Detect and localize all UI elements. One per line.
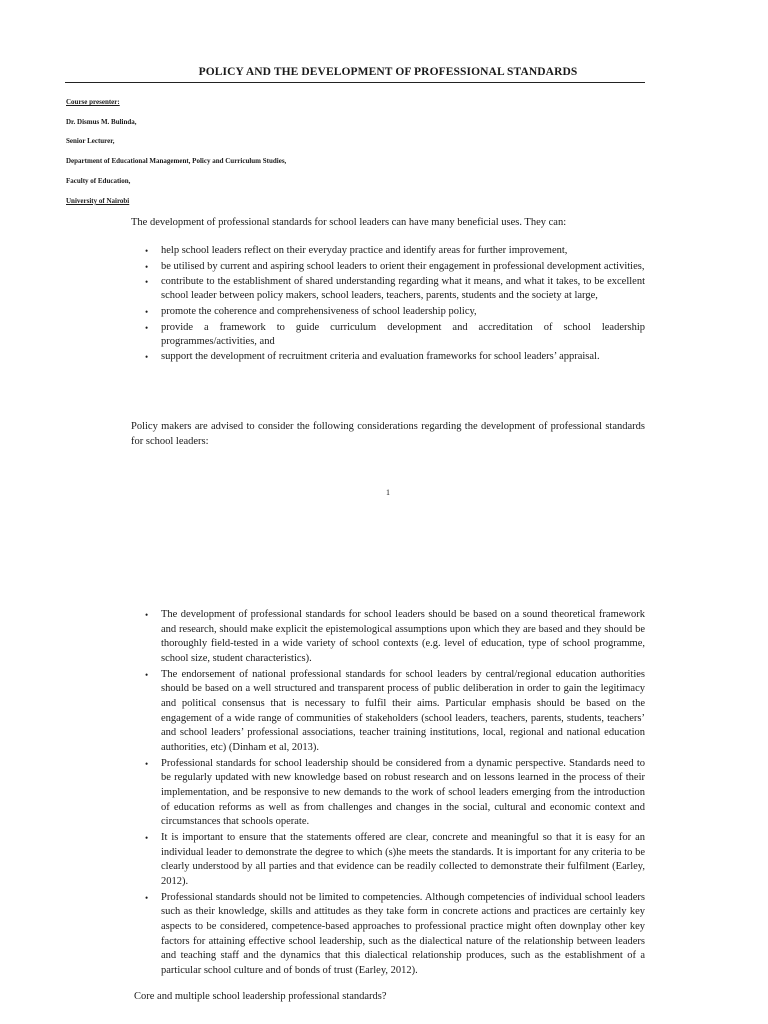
section-subheading: Core and multiple school leadership professional standards?: [134, 991, 387, 1002]
list-item: [145, 668, 645, 756]
bullet-icon: •: [145, 892, 149, 903]
list-item-text: The endorsement of national professional standards for school leaders by central/regional education authorities should be based on a well structured and transparent process of public deliberation in order to gain the legitimacy and political consensus that is necessary to fulfil their aims. Particular emphasis should be based on the engagement of a wide range of communities of stakeholders (school leaders, teachers, parents, students, teachers’ and school leaders’ professional associations, teacher training institutions, local, regional and national education authorities, etc) (Dinham et al, 2013).: [161, 668, 645, 754]
title-divider: [65, 82, 645, 83]
presenter-department: Department of Educational Management, Policy and Curriculum Studies,: [66, 157, 287, 165]
list-item: [145, 244, 645, 258]
list-item-text: Professional standards for school leadership should be considered from a dynamic perspective. Standards need to be regularly updated with new knowledge based on robust research and on lessons learned in the process of their implementation, and be responsive to new demands to the work of school leaders emerging from the introduction of education reforms as well as from challenges and changes in the social, cultural and economic context and circumstances that schools operate.: [161, 757, 645, 828]
list-item-text: support the development of recruitment criteria and evaluation frameworks for school leaders’ appraisal.: [161, 351, 600, 363]
list-item-text: help school leaders reflect on their everyday practice and identify areas for further improvement,: [161, 245, 568, 256]
list-item: [145, 757, 645, 831]
considerations-list: [145, 608, 645, 980]
intro-paragraph: The development of professional standards for school leaders can have many beneficial uses. They can:: [131, 217, 567, 228]
page-number: 1: [386, 488, 390, 497]
list-item: [145, 260, 645, 274]
bullet-icon: •: [145, 261, 149, 272]
presenter-faculty: Faculty of Education,: [66, 177, 131, 185]
list-item: [145, 891, 645, 979]
presenter-label: Course presenter:: [66, 98, 120, 106]
bullet-icon: •: [145, 277, 149, 288]
uses-list: [145, 244, 645, 366]
bullet-icon: •: [145, 610, 149, 620]
presenter-name: Dr. Dismus M. Bulinda,: [66, 118, 137, 126]
document-title: POLICY AND THE DEVELOPMENT OF PROFESSIONAL STANDARDS: [198, 66, 578, 78]
list-item: [145, 608, 645, 667]
list-item: [145, 831, 645, 890]
list-item-text: contribute to the establishment of shared understanding regarding what it means, and what it takes, to be excellent school leader between policy makers, school leaders, teachers, parents, students and the society at large,: [161, 276, 645, 302]
list-item: [145, 350, 645, 364]
presenter-position: Senior Lecturer,: [66, 137, 115, 145]
list-item-text: be utilised by current and aspiring school leaders to orient their engagement in professional development activities,: [161, 260, 645, 272]
bullet-icon: •: [145, 352, 149, 363]
bullet-icon: •: [145, 246, 149, 256]
list-item: [145, 305, 645, 319]
list-item-text: provide a framework to guide curriculum development and accreditation of school leadership programmes/activities, and: [161, 321, 645, 347]
list-item: [145, 321, 645, 349]
policy-intro-paragraph: Policy makers are advised to consider the following considerations regarding the development of professional standards for school leaders:: [131, 421, 645, 447]
list-item-text: The development of professional standards for school leaders should be based on a sound theoretical framework and research, should make explicit the epistemological assumptions upon which they are based and they should be thoroughly field-tested in a wide variety of school contexts (e.g. level of education, type of school programme, school size, student characteristics).: [161, 609, 645, 665]
bullet-icon: •: [145, 758, 149, 769]
list-item-text: promote the coherence and comprehensiveness of school leadership policy,: [161, 305, 477, 317]
list-item-text: Professional standards should not be limited to competencies. Although competencies of individual school leaders such as their knowledge, skills and attitudes as they take form in concrete actions and practices are certainly key aspects to be considered, competence-based approaches to professional practice might often downplay other key factors for attaining effective school leadership, such as the dialectical nature of the relationship between leaders and teaching staff and the dynamics that this dialectical relationship produces, such as the establishment of a particular school culture and of bonds of trust (Earley, 2012).: [161, 891, 645, 977]
bullet-icon: •: [145, 322, 149, 333]
bullet-icon: •: [145, 669, 149, 680]
bullet-icon: •: [145, 832, 149, 843]
list-item-text: It is important to ensure that the statements offered are clear, concrete and meaningful so that it is easy for an individual leader to demonstrate the degree to which (s)he meets the standards. It is important for any criteria to be clearly understood by all parties and that evidence can be readily collected to demonstrate their fulfilment (Earley, 2012).: [161, 831, 645, 888]
presenter-university: University of Nairobi: [66, 197, 130, 205]
bullet-icon: •: [145, 306, 149, 317]
list-item: [145, 275, 645, 303]
